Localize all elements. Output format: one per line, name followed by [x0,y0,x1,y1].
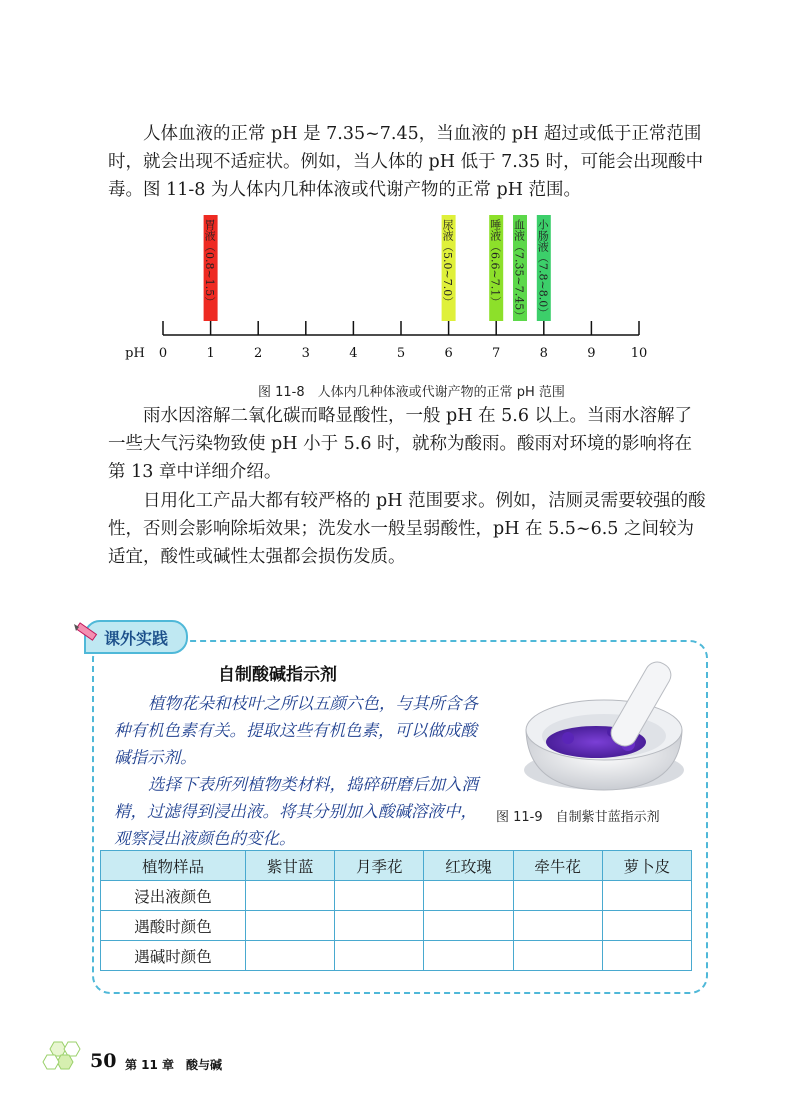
table-cell [246,911,335,941]
mortar-and-pestle-photo [516,652,696,802]
table-cell [424,941,513,971]
table-cell [602,911,691,941]
ph-bar-label: 唾液（6.6~7.1） [488,219,502,308]
table-cell [335,911,424,941]
table-header-cell: 植物样品 [101,851,246,881]
table-header-row [101,851,692,881]
ph-axis-label: pH [125,346,145,361]
ph-bar-label: 尿液（5.0~7.0） [441,219,455,308]
table-cell [513,881,602,911]
table-cell [602,941,691,971]
table-cell [246,881,335,911]
table-cell [602,881,691,911]
table-cell [335,941,424,971]
figure-11-8-caption: 图 11-8 人体内几种体液或代谢产物的正常 pH 范围 [258,385,565,400]
paragraph-household-products: 日用化工产品大都有较严格的 pH 范围要求。例如，洁厕灵需要较强的酸性，否则会影响除垢效果；洗发水一般呈弱酸性，pH 在 5.5~6.5 之间较为适宜，酸性或碱性太强都会损伤发质。 [108,491,706,567]
table-row [101,881,692,911]
table-cell [335,881,424,911]
table-row [101,911,692,941]
practice-paragraph-2: 选择下表所列植物类材料，捣碎研磨后加入酒精，过滤得到浸出液。将其分别加入酸碱溶液中，观察浸出液颜色的变化。 [114,775,478,848]
ph-tick-label: 9 [587,346,596,361]
practice-paragraph-1: 植物花朵和枝叶之所以五颜六色，与其所含各种有机色素有关。提取这些有机色素，可以做成酸碱指示剂。 [114,694,478,767]
indicator-table [100,850,692,971]
ph-bar-label: 胃液（0.8~1.5） [203,219,217,308]
ph-tick-label: 0 [158,346,168,361]
table-row-label: 遇碱时颜色 [101,941,246,971]
pencil-icon [70,618,100,648]
ph-tick-label: 8 [539,346,548,361]
ph-bar-label: 小肠液（7.8~8.0） [536,219,550,319]
table-header-cell: 萝卜皮 [602,851,691,881]
hexagon-decoration-icon [40,1034,90,1084]
ph-tick-label: 7 [492,346,501,361]
table-header-cell: 紫甘蓝 [246,851,335,881]
paragraph-blood-ph: 人体血液的正常 pH 是 7.35~7.45，当血液的 pH 超过或低于正常范围时，就会出现不适症状。例如，当人体的 pH 低于 7.35 时，可能会出现酸中毒。图 11-8 为人体内几种体液或代谢产物的正常 pH 范围。 [108,124,704,200]
table-cell [424,911,513,941]
ph-tick-label: 6 [444,346,453,361]
ph-tick-label: 4 [349,346,358,361]
ph-tick-label: 1 [206,346,215,361]
practice-tab-label: 课外实践 [84,620,188,654]
ph-range-chart [0,195,800,405]
table-header-cell: 月季花 [335,851,424,881]
ph-tick-label: 5 [396,346,406,361]
ph-tick-label: 2 [254,346,263,361]
ph-bar-label: 血液（7.35~7.45） [512,219,526,322]
ph-tick-label: 3 [301,346,310,361]
chapter-label: 第 11 章 酸与碱 [125,1058,223,1072]
practice-title: 自制酸碱指示剂 [218,665,337,685]
table-cell [513,941,602,971]
table-row [101,941,692,971]
table-cell [513,911,602,941]
table-cell [424,881,513,911]
table-row-label: 遇酸时颜色 [101,911,246,941]
table-header-cell: 牵牛花 [513,851,602,881]
figure-11-9-caption: 图 11-9 自制紫甘蓝指示剂 [496,810,660,825]
ph-tick-label: 10 [630,346,648,361]
page-number: 50 [90,1050,117,1072]
table-cell [246,941,335,971]
paragraph-acid-rain: 雨水因溶解二氧化碳而略显酸性，一般 pH 在 5.6 以上。当雨水溶解了一些大气污染物致使 pH 小于 5.6 时，就称为酸雨。酸雨对环境的影响将在第 13 章中详细介绍。 [108,406,693,482]
table-header-cell: 红玫瑰 [424,851,513,881]
table-row-label: 浸出液颜色 [101,881,246,911]
